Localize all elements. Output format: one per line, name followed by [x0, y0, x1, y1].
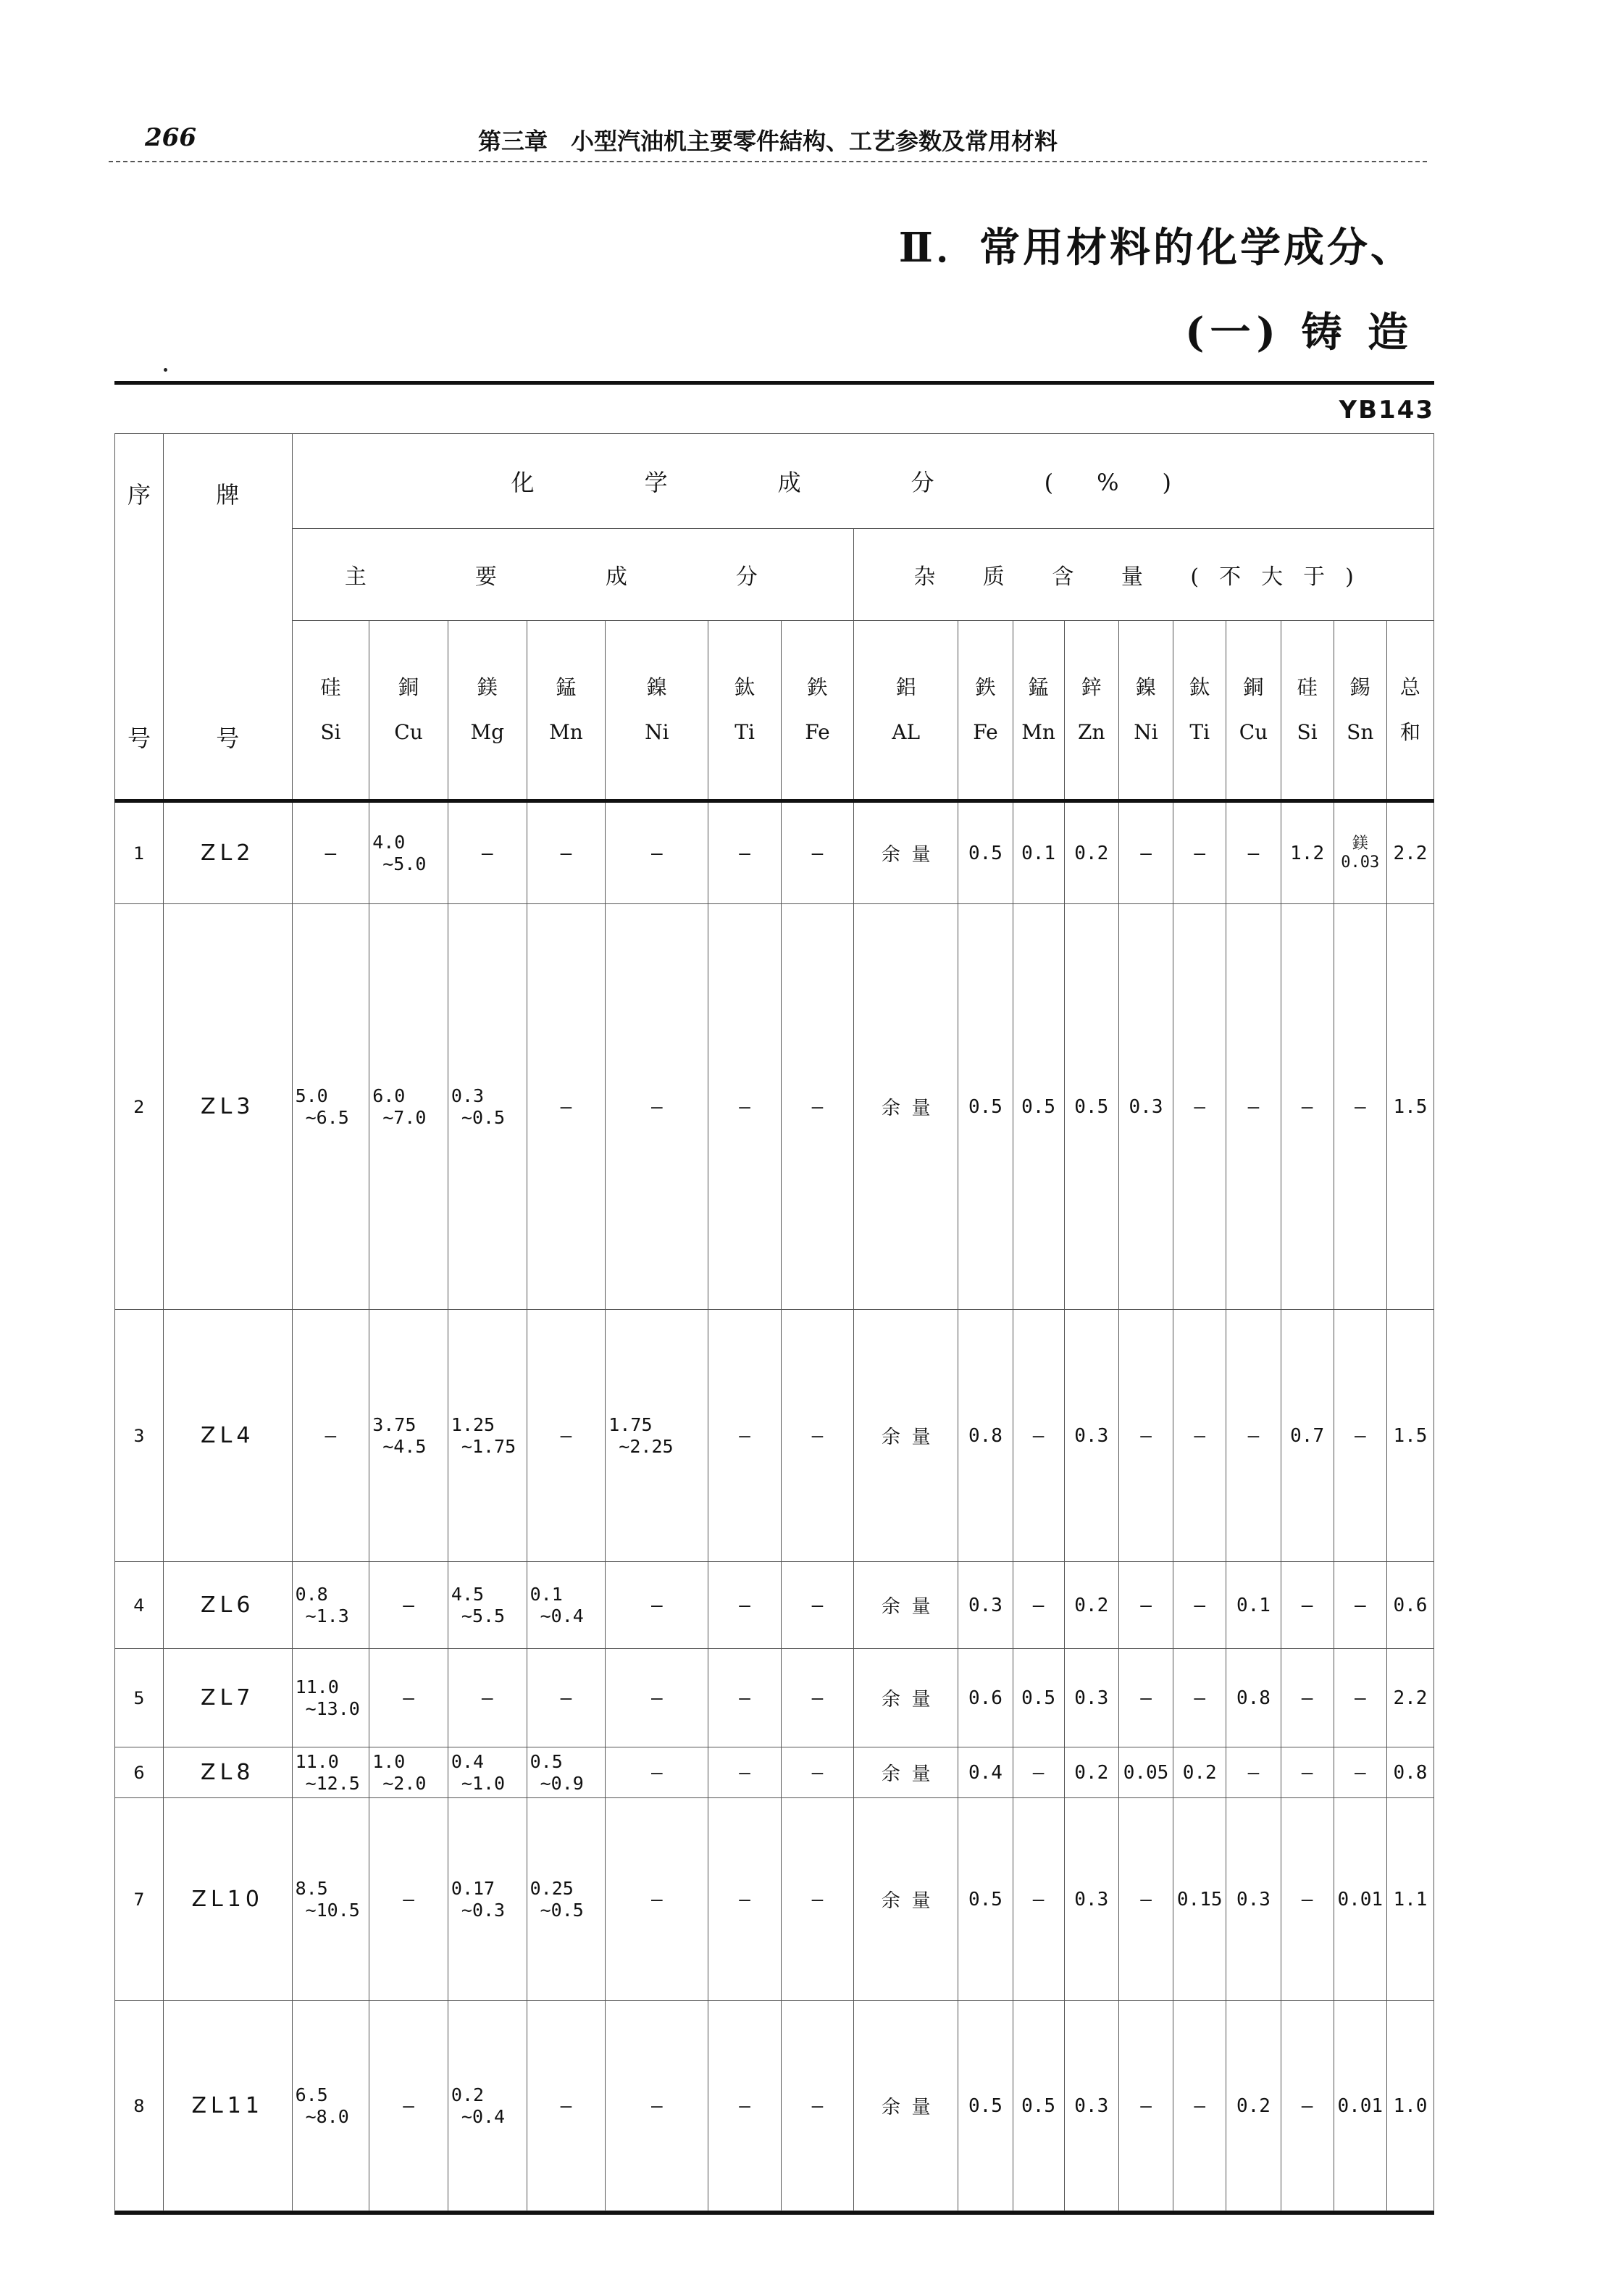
impurity-element-header: 鋅 Zn: [1064, 620, 1118, 801]
main-component-cell: 6.5 ~8.0: [292, 2001, 369, 2211]
main-component-cell: 0.5 ~0.9: [527, 1747, 606, 1798]
impurity-cell: 0.05: [1118, 1747, 1173, 1798]
main-component-cell: —: [781, 801, 853, 904]
impurity-cell: —: [1281, 2001, 1334, 2211]
impurity-cell: 0.3: [1064, 2001, 1118, 2211]
page-number: 266: [145, 123, 196, 152]
main-component-cell: —: [527, 1649, 606, 1747]
impurity-cell: 0.2: [1064, 801, 1118, 904]
impurity-cell: —: [1226, 904, 1281, 1310]
impurity-cell: 0.01: [1334, 2001, 1386, 2211]
impurity-cell: 0.1: [1013, 801, 1064, 904]
subsection-title: (一) 铸 造: [1185, 309, 1414, 356]
alloy-grade: ZL3: [163, 904, 292, 1310]
impurity-cell: 0.5: [1064, 904, 1118, 1310]
impurity-cell: —: [1226, 801, 1281, 904]
main-component-cell: 0.1 ~0.4: [527, 1562, 606, 1649]
main-component-cell: —: [708, 2001, 781, 2211]
main-component-cell: —: [369, 1798, 448, 2001]
main-component-cell: —: [708, 1562, 781, 1649]
grade-header: 牌 号: [163, 434, 292, 801]
impurity-cell: —: [1173, 1562, 1226, 1649]
impurity-cell: —: [1281, 904, 1334, 1310]
main-component-cell: —: [606, 801, 708, 904]
main-component-cell: —: [708, 801, 781, 904]
main-component-cell: —: [606, 1562, 708, 1649]
impurity-cell: 0.01: [1334, 1798, 1386, 2001]
main-component-cell: 11.0 ~13.0: [292, 1649, 369, 1747]
standard-code: YB143: [1339, 396, 1434, 425]
section-title: Ⅱ．常用材料的化学成分、: [898, 224, 1414, 272]
main-component-cell: —: [781, 2001, 853, 2211]
impurity-cell: —: [1173, 1310, 1226, 1562]
alloy-grade: ZL10: [163, 1798, 292, 2001]
main-component-cell: —: [369, 1562, 448, 1649]
impurity-cell: 2.2: [1386, 1649, 1433, 1747]
impurity-cell: —: [1173, 801, 1226, 904]
impurity-cell: —: [1118, 1562, 1173, 1649]
main-component-cell: —: [292, 801, 369, 904]
alloy-grade: ZL2: [163, 801, 292, 904]
main-component-cell: —: [781, 1649, 853, 1747]
impurity-cell: 0.4: [958, 1747, 1013, 1798]
table-row: [115, 1798, 1434, 2001]
impurity-cell: 0.5: [958, 1798, 1013, 2001]
impurity-cell: —: [1226, 1310, 1281, 1562]
impurity-element-header: 錫 Sn: [1334, 620, 1386, 801]
impurity-cell: 0.15: [1173, 1798, 1226, 2001]
table-row: [115, 801, 1434, 904]
row-number: 1: [115, 801, 164, 904]
main-component-cell: —: [708, 1649, 781, 1747]
main-component-cell: 0.8 ~1.3: [292, 1562, 369, 1649]
impurity-cell: —: [1118, 1649, 1173, 1747]
main-component-cell: —: [369, 2001, 448, 2211]
main-component-cell: 5.0 ~6.5: [292, 904, 369, 1310]
impurity-cell: 0.6: [1386, 1562, 1433, 1649]
main-component-cell: 余 量: [854, 801, 958, 904]
impurity-cell: —: [1226, 1747, 1281, 1798]
impurity-cell: 0.5: [1013, 2001, 1064, 2211]
impurity-cell: —: [1334, 1649, 1386, 1747]
table-row: [115, 2001, 1434, 2211]
ink-dot: [164, 368, 167, 372]
impurity-cell: —: [1013, 1310, 1064, 1562]
main-component-cell: —: [781, 1798, 853, 2001]
impurity-cell: —: [1013, 1798, 1064, 2001]
main-component-cell: —: [781, 1310, 853, 1562]
main-component-cell: 3.75 ~4.5: [369, 1310, 448, 1562]
main-component-cell: —: [448, 1649, 527, 1747]
impurity-cell: 0.2: [1064, 1747, 1118, 1798]
main-component-cell: 0.17 ~0.3: [448, 1798, 527, 2001]
element-header: 鋁 AL: [854, 620, 958, 801]
element-header: 鉄 Fe: [781, 620, 853, 801]
impurity-cell: 0.3: [1118, 904, 1173, 1310]
row-number: 5: [115, 1649, 164, 1747]
impurity-cell: 0.5: [958, 904, 1013, 1310]
main-component-cell: 余 量: [854, 1747, 958, 1798]
main-component-cell: 6.0 ~7.0: [369, 904, 448, 1310]
main-component-cell: 4.5 ~5.5: [448, 1562, 527, 1649]
main-component-cell: —: [606, 2001, 708, 2211]
main-component-cell: —: [781, 1562, 853, 1649]
table-row: [115, 904, 1434, 1310]
main-component-cell: —: [606, 904, 708, 1310]
impurity-cell: —: [1334, 904, 1386, 1310]
main-component-cell: 8.5 ~10.5: [292, 1798, 369, 2001]
impurity-cell: 0.6: [958, 1649, 1013, 1747]
main-component-cell: 4.0 ~5.0: [369, 801, 448, 904]
row-number: 6: [115, 1747, 164, 1798]
alloy-grade: ZL6: [163, 1562, 292, 1649]
main-component-cell: —: [606, 1798, 708, 2001]
main-component-cell: —: [708, 1747, 781, 1798]
chapter-title: 第三章 小型汽油机主要零件結构、工艺参数及常用材料: [478, 128, 1058, 155]
impurity-cell: —: [1118, 1798, 1173, 2001]
table-row: [115, 1649, 1434, 1747]
main-component-cell: —: [708, 1798, 781, 2001]
header-divider: [109, 161, 1427, 162]
main-component-cell: 余 量: [854, 2001, 958, 2211]
impurity-element-header: 鉄 Fe: [958, 620, 1013, 801]
main-component-cell: 1.0 ~2.0: [369, 1747, 448, 1798]
impurity-cell: —: [1334, 1747, 1386, 1798]
impurity-cell: —: [1334, 1310, 1386, 1562]
main-component-cell: 余 量: [854, 1798, 958, 2001]
impurity-cell: —: [1173, 2001, 1226, 2211]
impurity-cell: —: [1013, 1562, 1064, 1649]
main-component-cell: 0.25 ~0.5: [527, 1798, 606, 2001]
impurity-element-header: 鎳 Ni: [1118, 620, 1173, 801]
main-component-cell: 1.25 ~1.75: [448, 1310, 527, 1562]
table-bottom-rule: [114, 2211, 1434, 2215]
alloy-grade: ZL11: [163, 2001, 292, 2211]
impurity-cell: —: [1334, 1562, 1386, 1649]
impurity-cell: —: [1281, 1747, 1334, 1798]
main-components-header: 主 要 成 分: [292, 528, 854, 620]
impurity-cell: 0.1: [1226, 1562, 1281, 1649]
impurity-cell: —: [1013, 1747, 1064, 1798]
main-component-cell: —: [708, 1310, 781, 1562]
main-component-cell: —: [527, 1310, 606, 1562]
element-header: 銅 Cu: [369, 620, 448, 801]
impurity-element-header: 硅 Si: [1281, 620, 1334, 801]
alloy-grade: ZL8: [163, 1747, 292, 1798]
impurity-cell: 0.2: [1226, 2001, 1281, 2211]
impurity-cell: 0.5: [1013, 904, 1064, 1310]
main-component-cell: —: [606, 1747, 708, 1798]
main-component-cell: —: [527, 2001, 606, 2211]
row-number: 7: [115, 1798, 164, 2001]
table-row: [115, 1310, 1434, 1562]
impurity-cell: 0.5: [958, 801, 1013, 904]
impurity-cell: —: [1173, 1649, 1226, 1747]
element-header: 鎂 Mg: [448, 620, 527, 801]
alloy-grade: ZL4: [163, 1310, 292, 1562]
element-header: 錳 Mn: [527, 620, 606, 801]
element-header: 鎳 Ni: [606, 620, 708, 801]
main-component-cell: —: [781, 1747, 853, 1798]
main-component-cell: —: [781, 904, 853, 1310]
impurity-element-header: 鈦 Ti: [1173, 620, 1226, 801]
impurity-cell: 0.2: [1064, 1562, 1118, 1649]
main-component-cell: —: [292, 1310, 369, 1562]
impurity-cell: 0.3: [1064, 1310, 1118, 1562]
impurity-cell: 0.7: [1281, 1310, 1334, 1562]
main-component-cell: —: [527, 904, 606, 1310]
impurity-cell: 1.0: [1386, 2001, 1433, 2211]
impurity-element-header: 錳 Mn: [1013, 620, 1064, 801]
impurity-cell: 鎂 0.03: [1334, 801, 1386, 904]
impurity-cell: 0.8: [958, 1310, 1013, 1562]
impurity-cell: —: [1173, 904, 1226, 1310]
main-component-cell: 0.4 ~1.0: [448, 1747, 527, 1798]
impurity-cell: 1.5: [1386, 1310, 1433, 1562]
row-number: 2: [115, 904, 164, 1310]
impurity-cell: —: [1118, 1310, 1173, 1562]
main-component-cell: 余 量: [854, 1562, 958, 1649]
element-header: 硅 Si: [292, 620, 369, 801]
seq-header: 序 号: [115, 434, 164, 801]
main-component-cell: 1.75 ~2.25: [606, 1310, 708, 1562]
row-number: 8: [115, 2001, 164, 2211]
table-row: [115, 1562, 1434, 1649]
impurity-cell: 1.5: [1386, 904, 1433, 1310]
impurity-cell: —: [1281, 1649, 1334, 1747]
impurity-cell: 2.2: [1386, 801, 1433, 904]
impurity-cell: —: [1281, 1798, 1334, 2001]
main-component-cell: —: [527, 801, 606, 904]
main-component-cell: 余 量: [854, 1649, 958, 1747]
main-component-cell: 0.2 ~0.4: [448, 2001, 527, 2211]
impurity-cell: —: [1118, 2001, 1173, 2211]
main-component-cell: —: [369, 1649, 448, 1747]
composition-table: [114, 433, 1434, 2211]
impurity-cell: —: [1118, 801, 1173, 904]
row-number: 4: [115, 1562, 164, 1649]
impurity-cell: —: [1281, 1562, 1334, 1649]
impurity-cell: 0.3: [958, 1562, 1013, 1649]
main-component-cell: 0.3 ~0.5: [448, 904, 527, 1310]
impurity-element-header: 銅 Cu: [1226, 620, 1281, 801]
impurity-cell: 0.8: [1386, 1747, 1433, 1798]
impurity-cell: 0.3: [1064, 1798, 1118, 2001]
main-component-cell: —: [448, 801, 527, 904]
impurity-cell: 1.1: [1386, 1798, 1433, 2001]
impurity-cell: 0.8: [1226, 1649, 1281, 1747]
main-component-cell: 11.0 ~12.5: [292, 1747, 369, 1798]
impurity-cell: 0.2: [1173, 1747, 1226, 1798]
impurity-cell: 1.2: [1281, 801, 1334, 904]
composition-header: 化 学 成 分 (%): [292, 434, 1433, 529]
impurity-element-header: 总 和: [1386, 620, 1433, 801]
impurity-cell: 0.5: [1013, 1649, 1064, 1747]
main-component-cell: —: [606, 1649, 708, 1747]
impurity-cell: 0.3: [1064, 1649, 1118, 1747]
impurity-header: 杂 质 含 量 (不大于): [854, 528, 1434, 620]
row-number: 3: [115, 1310, 164, 1562]
table-row: [115, 1747, 1434, 1798]
impurity-cell: 0.5: [958, 2001, 1013, 2211]
main-component-cell: —: [708, 904, 781, 1310]
element-header: 鈦 Ti: [708, 620, 781, 801]
main-component-cell: 余 量: [854, 1310, 958, 1562]
alloy-grade: ZL7: [163, 1649, 292, 1747]
impurity-cell: 0.3: [1226, 1798, 1281, 2001]
table-top-rule: [114, 381, 1434, 385]
main-component-cell: 余 量: [854, 904, 958, 1310]
